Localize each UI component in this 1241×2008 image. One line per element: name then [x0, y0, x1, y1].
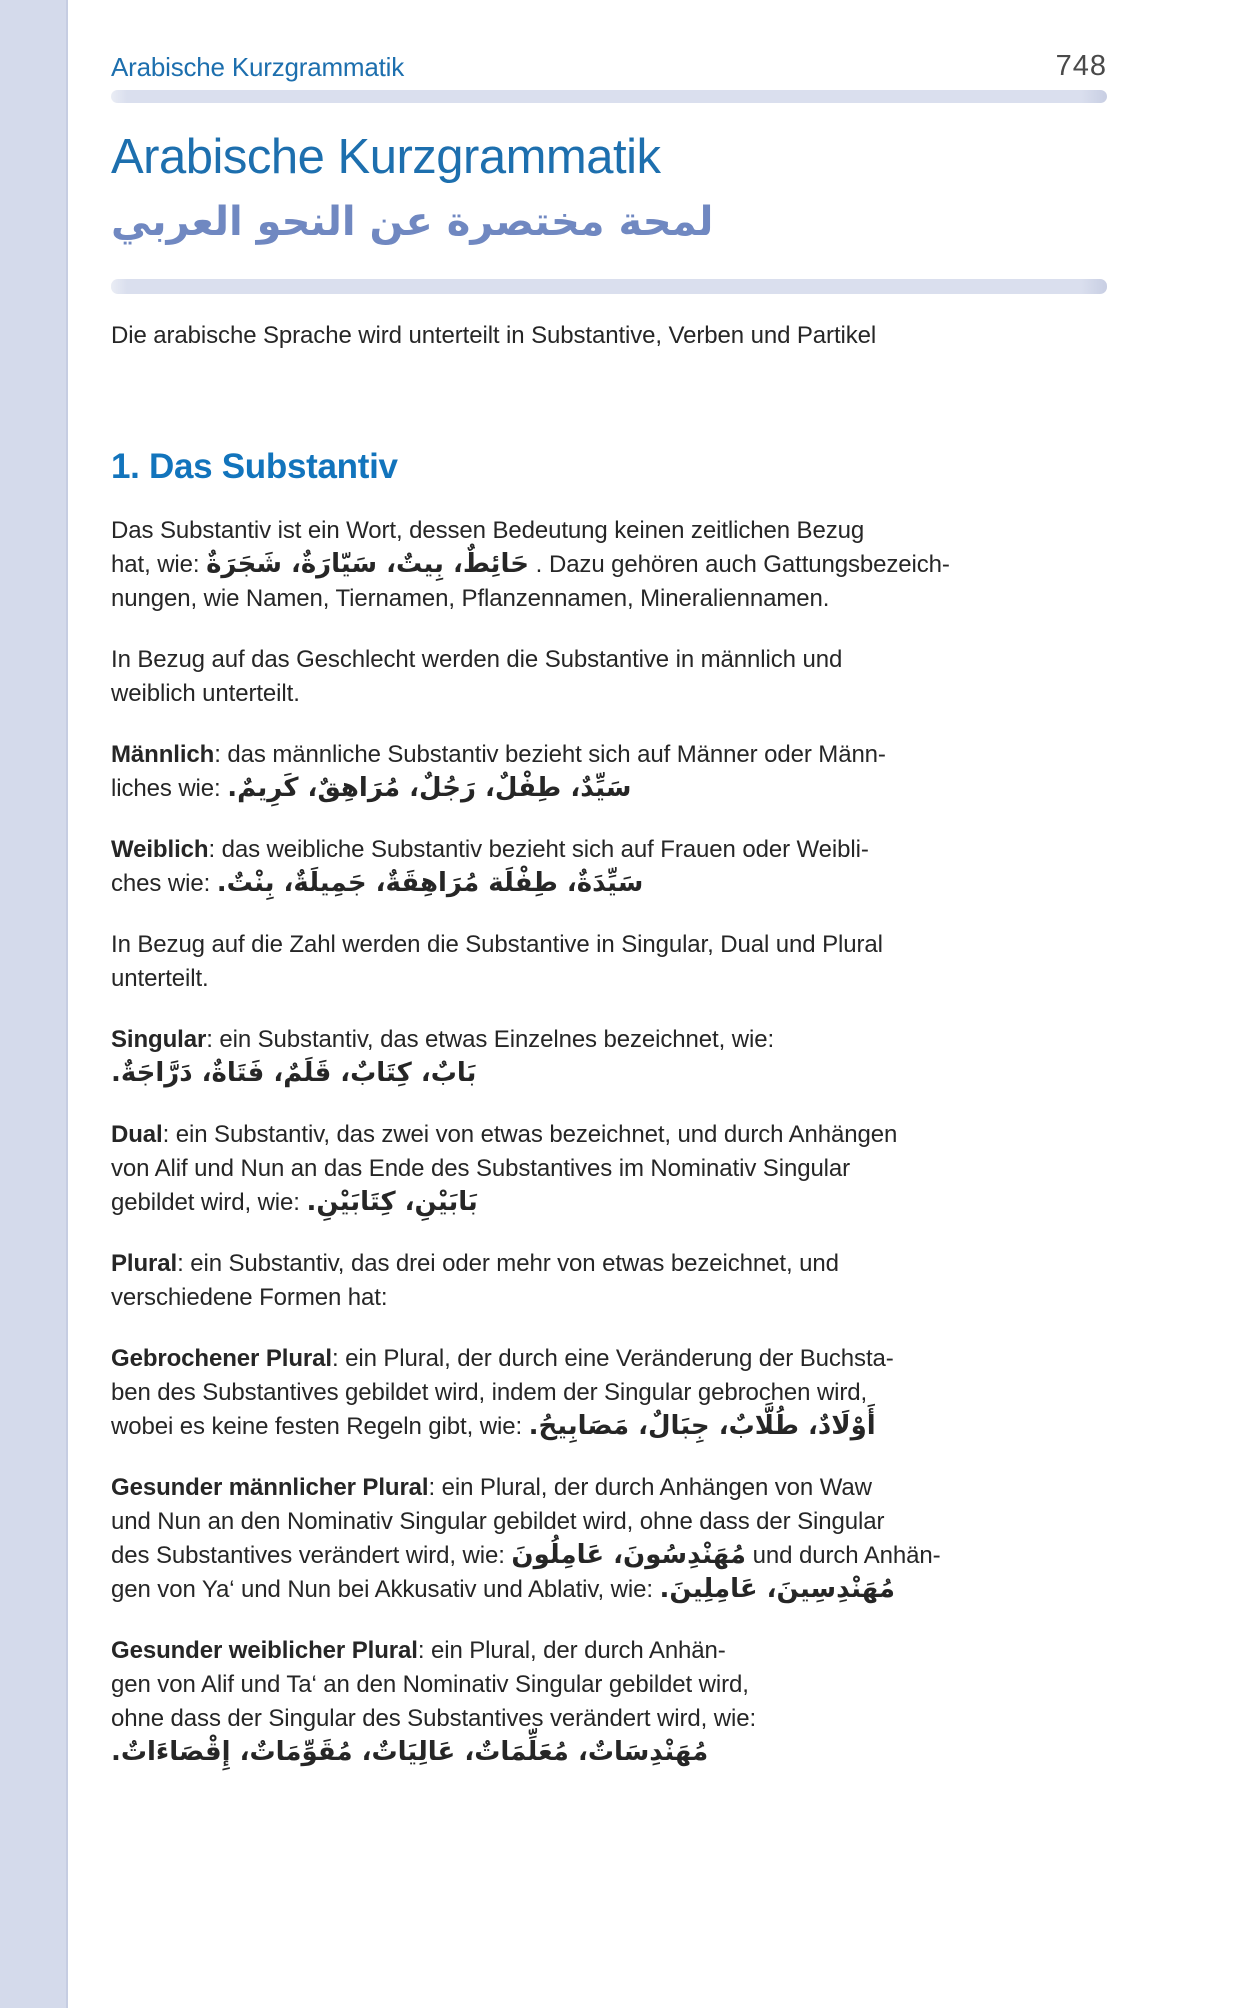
paragraph: Singular: ein Substantiv, das etwas Einzelnes bezeichnet, wie: بَابٌ، كِتَابٌ، قَلَمٌ، فَتَاةٌ، دَرَّاجَةٌ.	[111, 1026, 775, 1088]
section-heading: 1. Das Substantiv	[111, 447, 398, 486]
intro-text: Die arabische Sprache wird unterteilt in Substantive, Verben und Partikel	[111, 322, 877, 349]
paragraph: Dual: ein Substantiv, das zwei von etwas bezeichnet, und durch Anhängen von Alif und Nun an das Ende des Substantives im Nominativ Singular gebildet wird, wie: بَابَيْنِ، كِتَابَيْنِ.	[111, 1121, 898, 1217]
bold-term: Plural	[111, 1250, 178, 1277]
bold-term: Singular	[111, 1026, 207, 1053]
arabic-example-text: مُهَنْدِسُونَ، عَامِلُونَ	[511, 1540, 747, 1570]
arabic-example-text: مُهَنْدِسِينَ، عَامِلِينَ.	[659, 1574, 896, 1604]
bold-term: Gebrochener Plural	[111, 1345, 332, 1372]
arabic-example-text: بَابٌ، كِتَابٌ، قَلَمٌ، فَتَاةٌ، دَرَّاجَةٌ.	[111, 1058, 477, 1088]
page-title-arabic: لمحة مختصرة عن النحو العربي	[111, 199, 714, 245]
bold-term: Weiblich	[111, 836, 209, 863]
running-header-title: Arabische Kurzgrammatik	[111, 52, 405, 82]
title-rule	[111, 279, 1107, 294]
running-header	[111, 50, 1107, 83]
paragraph: Männlich: das männliche Substantiv bezieht sich auf Männer oder Männ- liches wie: سَيِّدٌ، طِفْلٌ، رَجُلٌ، مُرَاهِقٌ، كَرِيمٌ.	[111, 741, 886, 803]
arabic-example-text: بَابَيْنِ، كِتَابَيْنِ.	[306, 1187, 478, 1217]
arabic-example-text: سَيِّدٌ، طِفْلٌ، رَجُلٌ، مُرَاهِقٌ، كَرِيمٌ.	[227, 773, 632, 803]
paragraph: Gesunder weiblicher Plural: ein Plural, der durch Anhän- gen von Alif und Ta‘ an den Nominativ Singular gebildet wird, ohne dass der Singular des Substantives verändert wird, wie: مُهَنْدِسَاتٌ، مُعَلِّمَاتٌ، عَالِيَاتٌ، مُقَوِّمَاتٌ، إِقْصَاءَاتٌ.	[111, 1637, 757, 1767]
body-paragraphs	[111, 514, 1107, 1770]
page-content	[111, 50, 1107, 1770]
paragraph: Plural: ein Substantiv, das drei oder mehr von etwas bezeichnet, und verschiedene Formen hat:	[111, 1250, 839, 1311]
bold-term: Dual	[111, 1121, 163, 1148]
paragraph: Weiblich: das weibliche Substantiv bezieht sich auf Frauen oder Weibli- ches wie: سَيِّدَةٌ، طِفْلَة مُرَاهِقَةٌ، جَمِيلَةٌ، بِنْتٌ.	[111, 836, 869, 898]
bold-term: Männlich	[111, 741, 215, 768]
paragraph: In Bezug auf das Geschlecht werden die Substantive in männlich und weiblich unterteilt.	[111, 646, 843, 707]
paragraph: In Bezug auf die Zahl werden die Substantive in Singular, Dual und Plural unterteilt.	[111, 931, 883, 992]
paragraph: Gesunder männlicher Plural: ein Plural, der durch Anhängen von Waw und Nun an den Nominativ Singular gebildet wird, ohne dass der Singular des Substantives verändert wird, wie: مُهَنْدِسُونَ، عَامِلُونَ und durch Anhän- gen von Ya‘ und Nun bei Akkusativ und Ablativ, wie: مُهَنْدِسِينَ، عَامِلِينَ.	[111, 1474, 941, 1604]
arabic-example-text: حَائِطٌ، بِيتٌ، سَيّارَةٌ، شَجَرَةٌ	[206, 549, 529, 579]
bold-term: Gesunder weiblicher Plural	[111, 1637, 418, 1664]
paragraph: Gebrochener Plural: ein Plural, der durch eine Veränderung der Buchsta- ben des Substantives gebildet wird, indem der Singular gebrochen wird, wobei es keine festen Regeln gibt, wie: أَوْلَادٌ، طُلَّابٌ، جِبَالٌ، مَصَابِيحُ.	[111, 1345, 894, 1441]
bold-term: Gesunder männlicher Plural	[111, 1474, 429, 1501]
arabic-example-text: أَوْلَادٌ، طُلَّابٌ، جِبَالٌ، مَصَابِيحُ.	[528, 1411, 876, 1441]
page-margin-strip	[0, 0, 68, 2008]
paragraph: Das Substantiv ist ein Wort, dessen Bedeutung keinen zeitlichen Bezug hat, wie: حَائِطٌ، بِيتٌ، سَيّارَةٌ، شَجَرَةٌ . Dazu gehören auch Gattungsbezeich- nungen, wie Namen, Tiernamen, Pflanzennamen, Mineraliennamen.	[111, 517, 950, 612]
header-rule	[111, 90, 1107, 103]
page-title: Arabische Kurzgrammatik	[111, 130, 661, 184]
page-number: 748	[1055, 50, 1107, 82]
arabic-example-text: سَيِّدَةٌ، طِفْلَة مُرَاهِقَةٌ، جَمِيلَةٌ، بِنْتٌ.	[216, 868, 644, 898]
arabic-example-text: مُهَنْدِسَاتٌ، مُعَلِّمَاتٌ، عَالِيَاتٌ، مُقَوِّمَاتٌ، إِقْصَاءَاتٌ.	[111, 1737, 709, 1767]
